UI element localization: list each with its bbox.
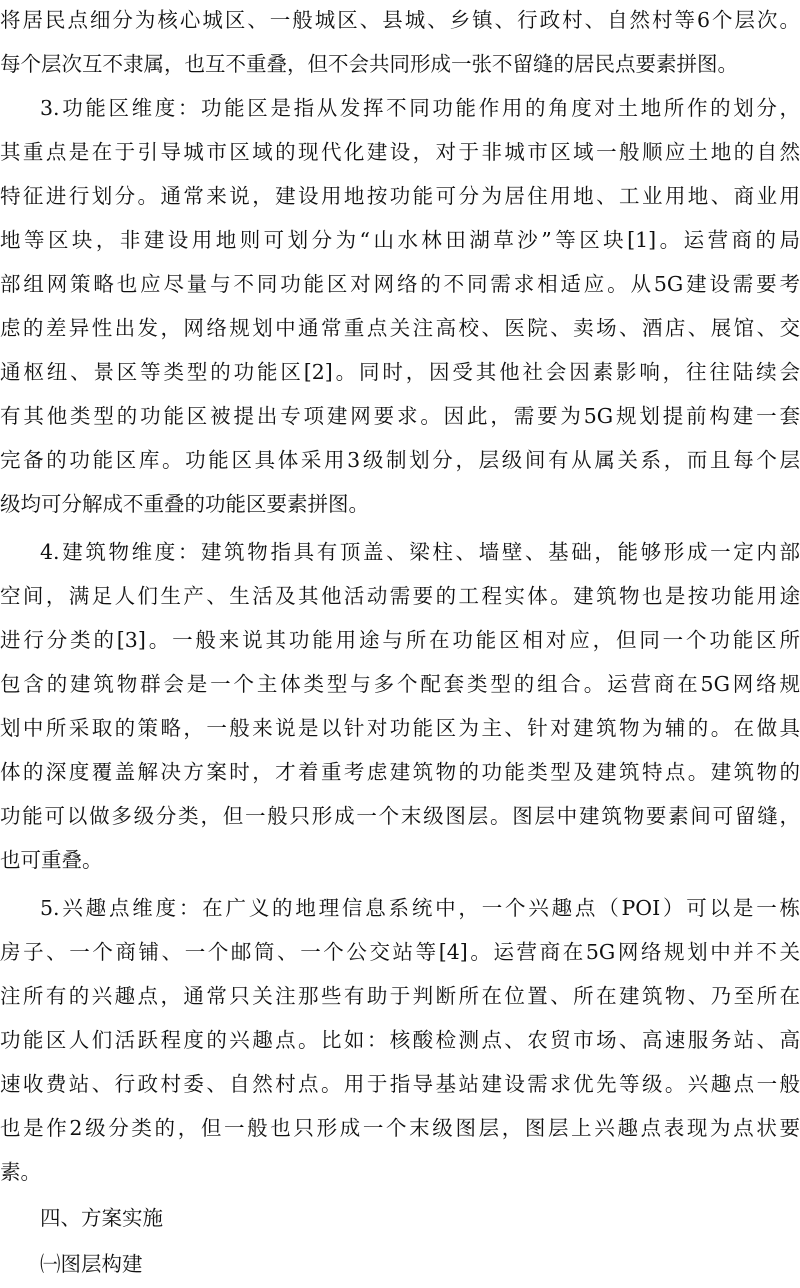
text-line: 功能区人们活跃程度的兴趣点。比如：核酸检测点、农贸市场、高速服务站、高 <box>0 1028 800 1052</box>
text-line: 功能可以做多级分类，但一般只形成一个末级图层。图层中建筑物要素间可留缝， <box>0 804 800 828</box>
text-line: 体的深度覆盖解决方案时，才着重考虑建筑物的功能类型及建筑特点。建筑物的 <box>0 760 800 784</box>
paragraph-heading-building: 4.建筑物维度：建筑物指具有顶盖、梁柱、墙壁、基础，能够形成一定内部 <box>40 540 800 564</box>
subsection-heading-layer-construction: ㈠图层构建 <box>40 1252 143 1276</box>
text-line: 速收费站、行政村委、自然村点。用于指导基站建设需求优先等级。兴趣点一般 <box>0 1072 800 1096</box>
text-line: 划中所采取的策略，一般来说是以针对功能区为主、针对建筑物为辅的。在做具 <box>0 716 800 740</box>
text-line: 素。 <box>0 1160 41 1184</box>
text-line: 也可重叠。 <box>0 848 103 872</box>
text-line: 其重点是在于引导城市区域的现代化建设，对于非城市区域一般顺应土地的自然 <box>0 140 800 164</box>
text-line: 部组网策略也应尽量与不同功能区对网络的不同需求相适应。从5G建设需要考 <box>0 272 800 296</box>
text-line: 进行分类的[3]。一般来说其功能用途与所在功能区相对应，但同一个功能区所 <box>0 628 800 652</box>
text-line: 将居民点细分为核心城区、一般城区、县城、乡镇、行政村、自然村等6个层次。 <box>0 8 800 32</box>
text-line: 有其他类型的功能区被提出专项建网要求。因此，需要为5G规划提前构建一套 <box>0 404 800 428</box>
text-line: 房子、一个商铺、一个邮筒、一个公交站等[4]。运营商在5G网络规划中并不关 <box>0 940 800 964</box>
text-line: 包含的建筑物群会是一个主体类型与多个配套类型的组合。运营商在5G网络规 <box>0 672 800 696</box>
text-line: 通枢纽、景区等类型的功能区[2]。同时，因受其他社会因素影响，往往陆续会 <box>0 360 800 384</box>
paragraph-heading-poi: 5.兴趣点维度：在广义的地理信息系统中，一个兴趣点（POI）可以是一栋 <box>40 896 800 920</box>
text-line: 每个层次互不隶属，也互不重叠，但不会共同形成一张不留缝的居民点要素拼图。 <box>0 52 738 76</box>
paragraph-heading-functional-zone: 3.功能区维度：功能区是指从发挥不同功能作用的角度对土地所作的划分， <box>40 96 800 120</box>
text-line: 空间，满足人们生产、生活及其他活动需要的工程实体。建筑物也是按功能用途 <box>0 584 800 608</box>
text-line: 注所有的兴趣点，通常只关注那些有助于判断所在位置、所在建筑物、乃至所在 <box>0 984 800 1008</box>
text-line: 地等区块，非建设用地则可划分为“山水林田湖草沙”等区块[1]。运营商的局 <box>0 228 800 252</box>
text-line: 级均可分解成不重叠的功能区要素拼图。 <box>0 492 369 516</box>
text-line: 完备的功能区库。功能区具体采用3级制划分，层级间有从属关系，而且每个层 <box>0 448 800 472</box>
text-line: 虑的差异性出发，网络规划中通常重点关注高校、医院、卖场、酒店、展馆、交 <box>0 316 800 340</box>
section-heading-implementation: 四、方案实施 <box>40 1206 163 1230</box>
text-line: 特征进行划分。通常来说，建设用地按功能可分为居住用地、工业用地、商业用 <box>0 184 800 208</box>
text-line: 也是作2级分类的，但一般也只形成一个末级图层，图层上兴趣点表现为点状要 <box>0 1116 800 1140</box>
